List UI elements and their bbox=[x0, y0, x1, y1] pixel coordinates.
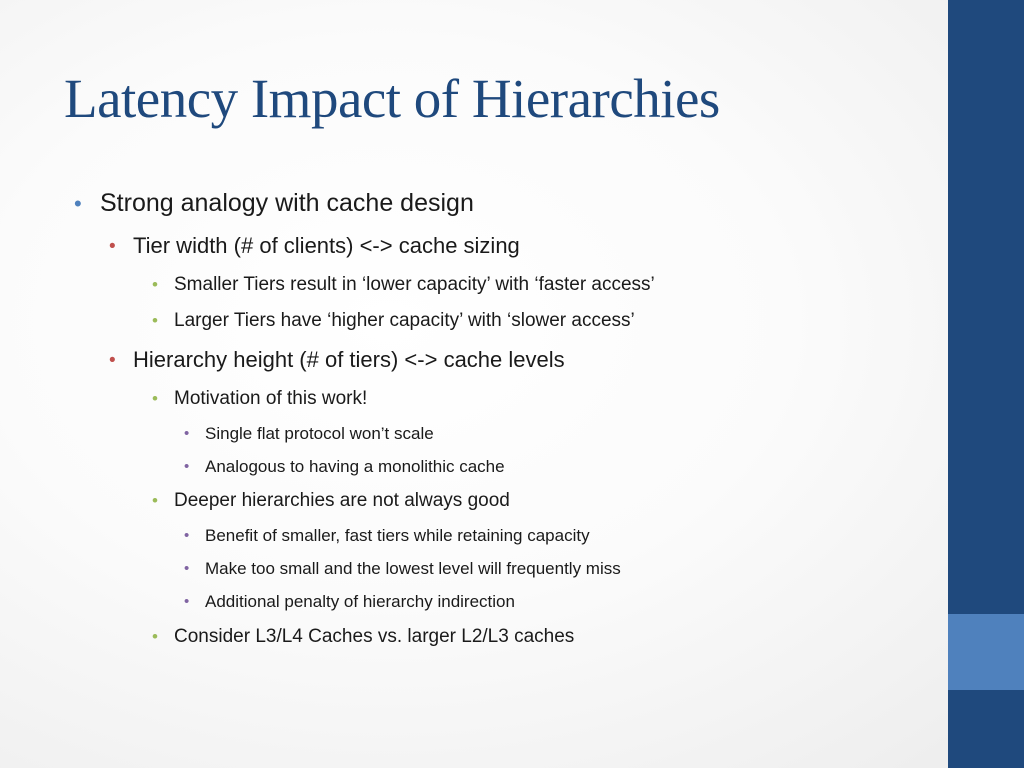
bullet-item bbox=[109, 233, 520, 258]
bullet-marker-icon: • bbox=[152, 275, 158, 294]
bullet-marker-icon: • bbox=[184, 425, 190, 442]
bullet-item bbox=[152, 388, 368, 409]
bullet-marker-icon: • bbox=[184, 527, 190, 544]
bullet-item bbox=[152, 490, 510, 511]
bullet-item bbox=[184, 526, 590, 545]
bullet-item bbox=[152, 626, 575, 647]
bullet-item bbox=[74, 189, 474, 217]
bullet-text: Tier width (# of clients) <-> cache sizing bbox=[133, 233, 520, 258]
bullet-text: Hierarchy height (# of tiers) <-> cache levels bbox=[133, 347, 565, 372]
bullet-item bbox=[184, 457, 505, 476]
bullet-item bbox=[152, 274, 655, 295]
bullet-marker-icon: • bbox=[109, 236, 116, 257]
bullet-text: Make too small and the lowest level will frequently miss bbox=[205, 559, 621, 578]
bullet-marker-icon: • bbox=[152, 627, 158, 646]
bullet-marker-icon: • bbox=[152, 491, 158, 510]
bullet-item bbox=[184, 592, 515, 611]
slide-title: Latency Impact of Hierarchies bbox=[64, 68, 720, 129]
bullet-text: Additional penalty of hierarchy indirection bbox=[205, 592, 515, 611]
bullet-marker-icon: • bbox=[152, 389, 158, 408]
bullet-marker-icon: • bbox=[74, 191, 82, 216]
bullet-marker-icon: • bbox=[152, 311, 158, 330]
bullet-item bbox=[184, 424, 434, 443]
bullet-text: Consider L3/L4 Caches vs. larger L2/L3 caches bbox=[174, 626, 575, 647]
bullet-text: Smaller Tiers result in ‘lower capacity’ with ‘faster access’ bbox=[174, 274, 655, 295]
bullet-text: Motivation of this work! bbox=[174, 388, 368, 409]
sidebar-accent-block bbox=[948, 614, 1024, 690]
bullet-item bbox=[152, 310, 635, 331]
bullet-text: Larger Tiers have ‘higher capacity’ with ‘slower access’ bbox=[174, 310, 635, 331]
bullet-marker-icon: • bbox=[184, 593, 190, 610]
bullet-text: Single flat protocol won’t scale bbox=[205, 424, 434, 443]
bullet-text: Benefit of smaller, fast tiers while retaining capacity bbox=[205, 526, 590, 545]
bullet-text: Strong analogy with cache design bbox=[100, 189, 474, 217]
bullet-item bbox=[184, 559, 621, 578]
bullet-marker-icon: • bbox=[184, 560, 190, 577]
bullet-text: Analogous to having a monolithic cache bbox=[205, 457, 505, 476]
bullet-item bbox=[109, 347, 565, 372]
bullet-marker-icon: • bbox=[184, 458, 190, 475]
bullet-marker-icon: • bbox=[109, 350, 116, 371]
bullet-text: Deeper hierarchies are not always good bbox=[174, 490, 510, 511]
